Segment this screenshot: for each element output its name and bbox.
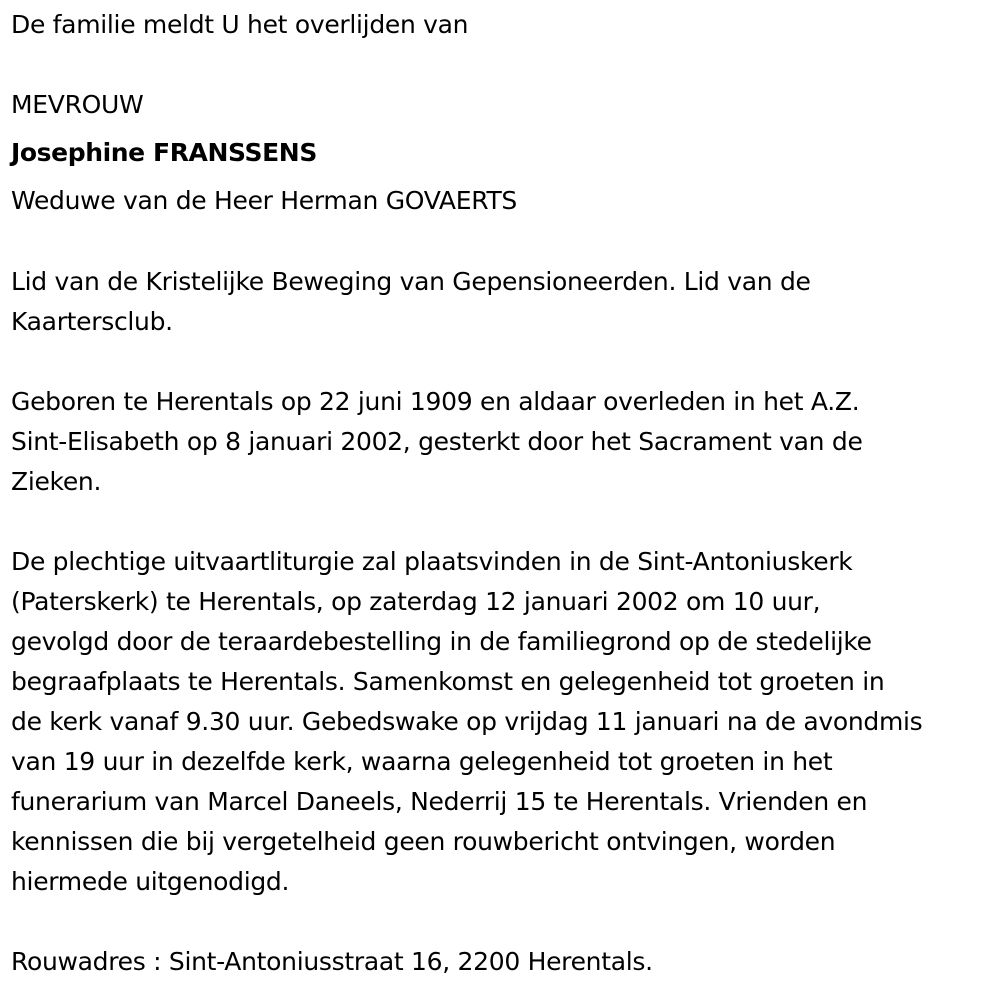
funeral-paragraph bbox=[11, 542, 922, 902]
paragraph-line: Geboren te Herentals op 22 juni 1909 en aldaar overleden in het A.Z. bbox=[11, 387, 860, 416]
notice-intro: De familie meldt U het overlijden van bbox=[11, 10, 469, 39]
birth-death-paragraph bbox=[11, 382, 863, 502]
paragraph-line: van 19 uur in dezelfde kerk, waarna gelegenheid tot groeten in het bbox=[11, 747, 833, 776]
widow-of-line: Weduwe van de Heer Herman GOVAERTS bbox=[11, 186, 517, 215]
paragraph-line: begraafplaats te Herentals. Samenkomst en gelegenheid tot groeten in bbox=[11, 667, 885, 696]
deceased-name: Josephine FRANSSENS bbox=[11, 138, 317, 167]
paragraph-line: Zieken. bbox=[11, 467, 102, 496]
honorific-title: MEVROUW bbox=[11, 90, 144, 119]
paragraph-line: (Paterskerk) te Herentals, op zaterdag 12 januari 2002 om 10 uur, bbox=[11, 587, 821, 616]
paragraph-line: Sint-Elisabeth op 8 januari 2002, gesterkt door het Sacrament van de bbox=[11, 427, 863, 456]
paragraph-line: Lid van de Kristelijke Beweging van Gepensioneerden. Lid van de bbox=[11, 267, 811, 296]
paragraph-line: hiermede uitgenodigd. bbox=[11, 867, 290, 896]
paragraph-line: Kaartersclub. bbox=[11, 307, 173, 336]
mourning-address: Rouwadres : Sint-Antoniusstraat 16, 2200 Herentals. bbox=[11, 947, 653, 976]
paragraph-line: de kerk vanaf 9.30 uur. Gebedswake op vrijdag 11 januari na de avondmis bbox=[11, 707, 923, 736]
paragraph-line: gevolgd door de teraardebestelling in de familiegrond op de stedelijke bbox=[11, 627, 872, 656]
paragraph-line: De plechtige uitvaartliturgie zal plaatsvinden in de Sint-Antoniuskerk bbox=[11, 547, 853, 576]
paragraph-line: funerarium van Marcel Daneels, Nederrij 15 te Herentals. Vrienden en bbox=[11, 787, 868, 816]
paragraph-line: kennissen die bij vergetelheid geen rouwbericht ontvingen, worden bbox=[11, 827, 836, 856]
membership-paragraph bbox=[11, 262, 811, 342]
